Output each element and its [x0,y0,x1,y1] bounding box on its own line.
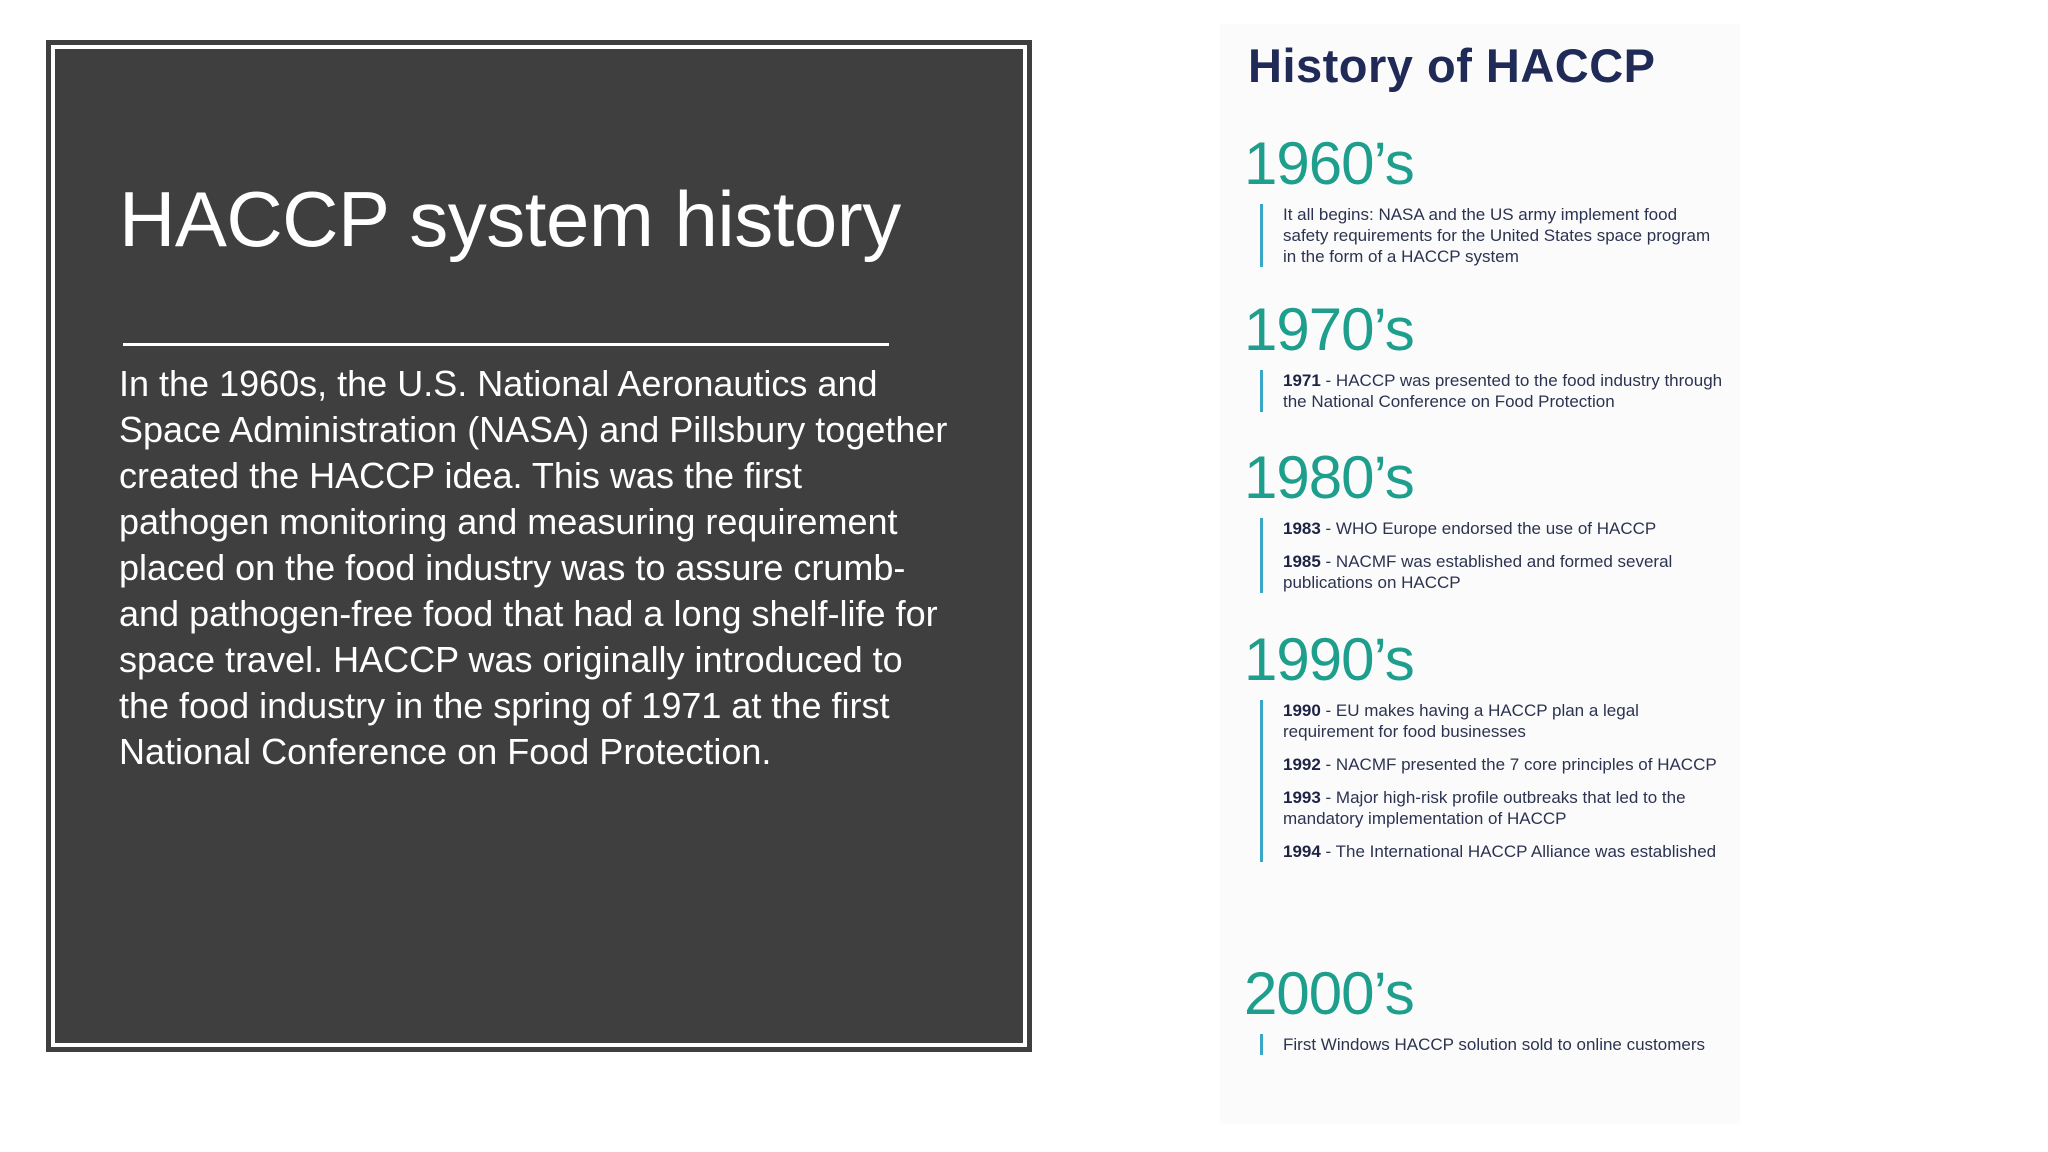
timeline-entries [1260,518,1724,593]
decade-1970s [1244,298,1724,412]
body-paragraph: In the 1960s, the U.S. National Aeronautics and Space Administration (NASA) and Pillsbury together created the HACCP idea. This was the first pathogen monitoring and measuring requirement placed on the food industry was to assure crumb- and pathogen-free food that had a long shelf-life for space travel. HACCP was originally introduced to the food industry in the spring of 1971 at the first National Conference on Food Protection. [119,363,948,772]
timeline-entries [1260,700,1724,862]
timeline-entry [1283,204,1724,267]
entry-text: - NACMF presented the 7 core principles of HACCP [1320,755,1717,774]
timeline-entry [1283,841,1724,862]
infographic-title: History of HACCP [1248,39,1656,92]
slide-title: HACCP system history [119,175,901,263]
timeline-entry [1283,370,1724,412]
decade-label: 2000’s [1244,960,1414,1027]
timeline-entry [1283,700,1724,742]
timeline-entry [1283,1034,1724,1055]
entry-year: 1993 [1283,788,1321,807]
entry-text: - NACMF was established and formed several publications on HACCP [1283,552,1673,592]
entry-year: 1992 [1283,755,1321,774]
decade-label: 1980’s [1244,444,1414,511]
decade-1960s [1244,132,1724,267]
entry-text: - Major high-risk profile outbreaks that led to the mandatory implementation of HACCP [1283,788,1686,828]
timeline-entry [1283,787,1724,829]
timeline-entry [1283,551,1724,593]
timeline-entry [1283,754,1724,775]
entry-text: - WHO Europe endorsed the use of HACCP [1320,519,1657,538]
timeline-entries [1260,370,1724,412]
decade-label: 1960’s [1244,130,1414,197]
decade-label: 1970’s [1244,296,1414,363]
decade-2000s [1244,962,1724,1055]
entry-text: First Windows HACCP solution sold to online customers [1283,1035,1706,1054]
entry-text: - HACCP was presented to the food industry through the National Conference on Food Protection [1283,371,1723,411]
entry-year: 1994 [1283,842,1321,861]
timeline-entries [1260,1034,1724,1055]
text-panel-background [55,49,1023,1043]
entry-year: 1985 [1283,552,1321,571]
entry-year: 1983 [1283,519,1321,538]
entry-text: - The International HACCP Alliance was established [1320,842,1717,861]
timeline-entry [1283,518,1724,539]
title-divider [123,343,889,346]
entry-text: - EU makes having a HACCP plan a legal requirement for food businesses [1283,701,1639,741]
timeline-entries [1260,204,1724,267]
decade-label: 1990’s [1244,626,1414,693]
haccp-history-infographic [1220,24,1740,1124]
text-panel [46,40,1032,1052]
entry-year: 1990 [1283,701,1321,720]
decade-1990s [1244,628,1724,862]
entry-year: 1971 [1283,371,1321,390]
entry-text: It all begins: NASA and the US army implement food safety requirements for the United States space program in the form of a HACCP system [1283,205,1711,266]
decade-1980s [1244,446,1724,593]
